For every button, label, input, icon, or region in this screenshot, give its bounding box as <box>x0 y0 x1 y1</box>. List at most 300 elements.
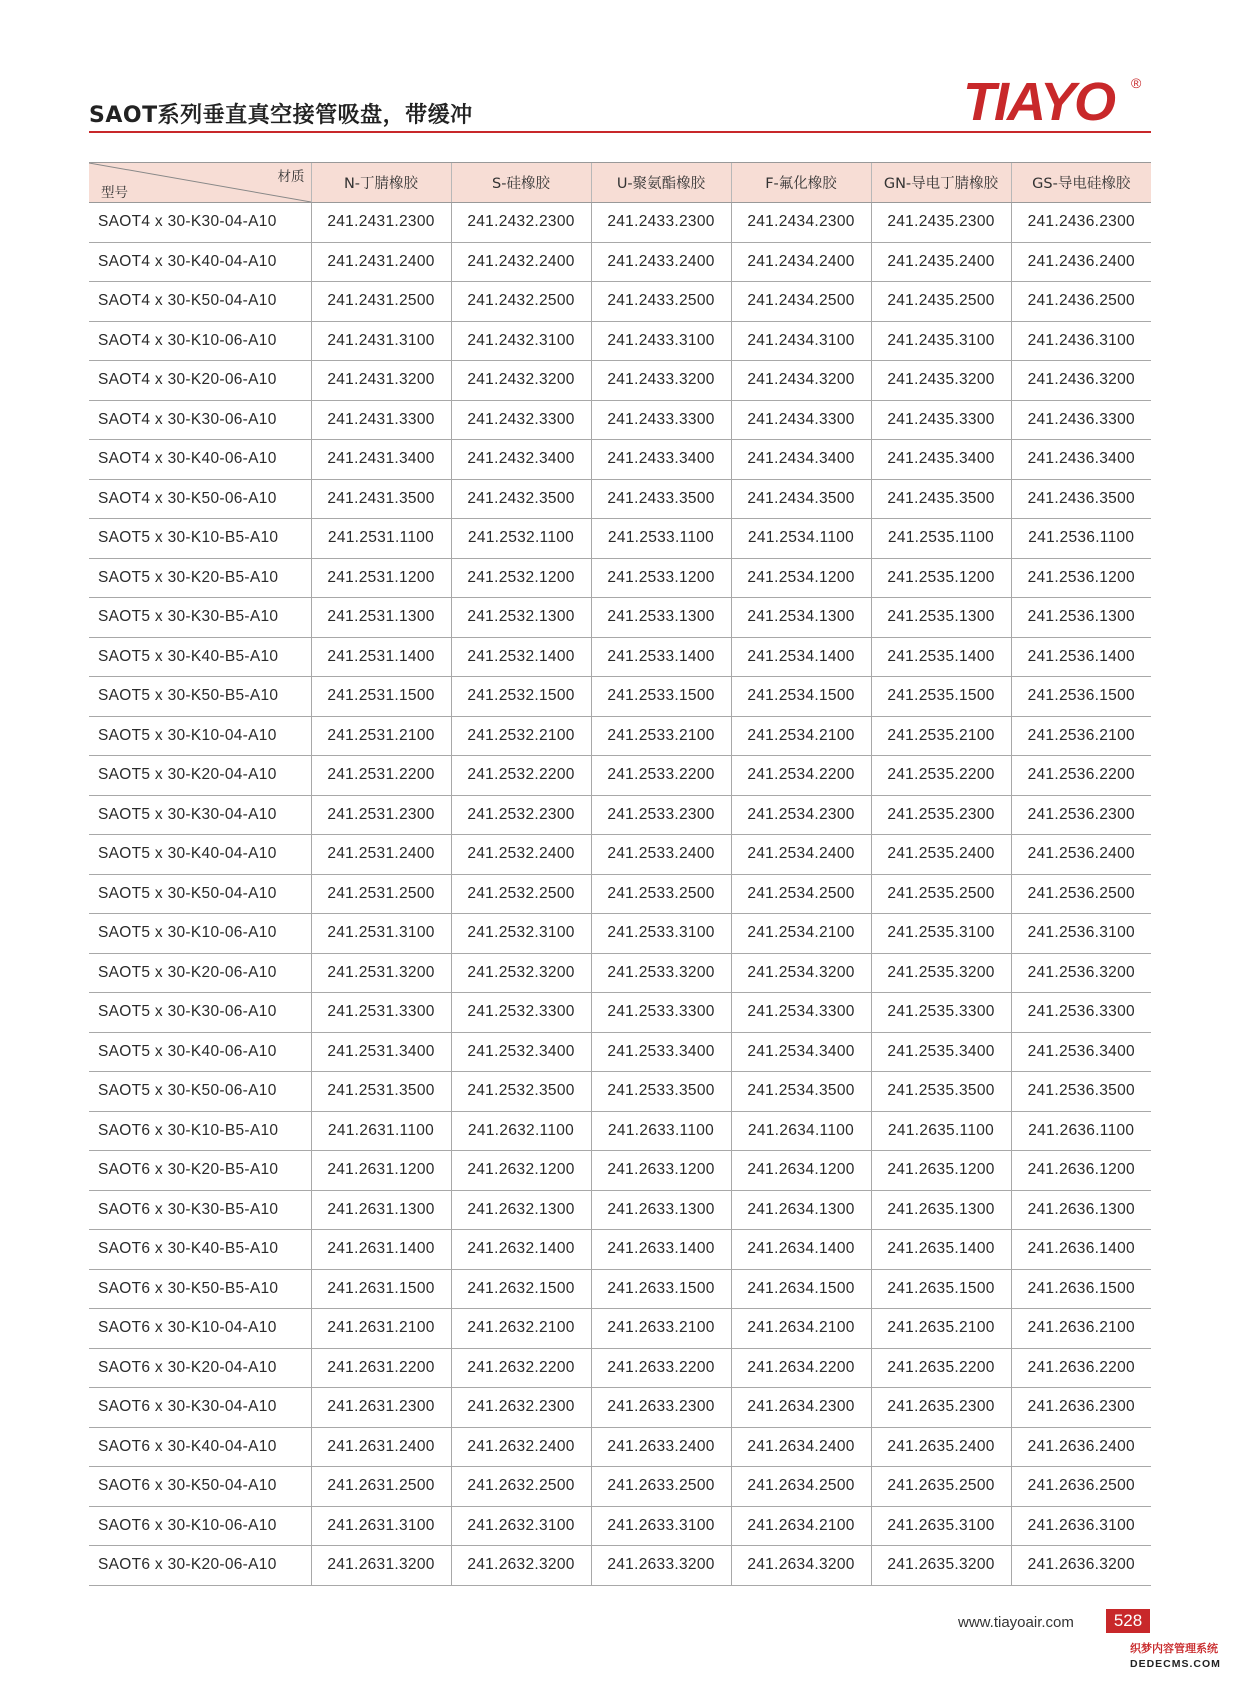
part-code-cell: 241.2634.1200 <box>731 1151 871 1191</box>
part-code-cell: 241.2633.2500 <box>591 1467 731 1507</box>
table-row <box>89 321 1151 361</box>
part-code-cell: 241.2433.3300 <box>591 400 731 440</box>
part-code-cell: 241.2632.2200 <box>451 1348 591 1388</box>
part-code-cell: 241.2531.1200 <box>311 558 451 598</box>
page-number: 528 <box>1106 1609 1150 1633</box>
part-code-cell: 241.2534.2100 <box>731 914 871 954</box>
part-code-cell: 241.2632.1200 <box>451 1151 591 1191</box>
table-row <box>89 1546 1151 1586</box>
part-code-cell: 241.2634.1300 <box>731 1190 871 1230</box>
part-code-cell: 241.2432.2500 <box>451 282 591 322</box>
table-row <box>89 1388 1151 1428</box>
part-code-cell: 241.2631.2200 <box>311 1348 451 1388</box>
part-code-cell: 241.2633.3200 <box>591 1546 731 1586</box>
part-code-cell: 241.2636.2100 <box>1011 1309 1151 1349</box>
part-code-cell: 241.2531.3300 <box>311 993 451 1033</box>
model-cell: SAOT6 x 30-K50-04-A10 <box>89 1467 311 1507</box>
part-code-cell: 241.2634.2400 <box>731 1427 871 1467</box>
model-cell: SAOT6 x 30-K20-06-A10 <box>89 1546 311 1586</box>
table-row <box>89 637 1151 677</box>
part-code-cell: 241.2532.2400 <box>451 835 591 875</box>
part-code-cell: 241.2535.1200 <box>871 558 1011 598</box>
part-code-cell: 241.2431.3300 <box>311 400 451 440</box>
part-code-cell: 241.2536.3300 <box>1011 993 1151 1033</box>
model-cell: SAOT5 x 30-K20-04-A10 <box>89 756 311 796</box>
part-code-cell: 241.2434.3500 <box>731 479 871 519</box>
model-cell: SAOT4 x 30-K20-06-A10 <box>89 361 311 401</box>
part-code-cell: 241.2431.2300 <box>311 203 451 243</box>
part-code-cell: 241.2535.2100 <box>871 716 1011 756</box>
part-code-cell: 241.2636.3200 <box>1011 1546 1151 1586</box>
part-code-cell: 241.2535.1400 <box>871 637 1011 677</box>
table-corner-cell <box>89 163 311 203</box>
model-cell: SAOT5 x 30-K50-04-A10 <box>89 874 311 914</box>
part-code-cell: 241.2433.2500 <box>591 282 731 322</box>
part-code-cell: 241.2533.3500 <box>591 1072 731 1112</box>
column-header: U-聚氨酯橡胶 <box>591 163 731 203</box>
part-code-cell: 241.2634.2500 <box>731 1467 871 1507</box>
part-code-cell: 241.2632.1300 <box>451 1190 591 1230</box>
part-code-cell: 241.2431.2500 <box>311 282 451 322</box>
part-code-cell: 241.2631.2400 <box>311 1427 451 1467</box>
part-number-table <box>89 162 1151 1586</box>
part-code-cell: 241.2636.1400 <box>1011 1230 1151 1270</box>
model-cell: SAOT5 x 30-K40-06-A10 <box>89 1032 311 1072</box>
part-code-cell: 241.2432.2400 <box>451 242 591 282</box>
part-code-cell: 241.2434.3100 <box>731 321 871 361</box>
part-code-cell: 241.2432.3500 <box>451 479 591 519</box>
part-code-cell: 241.2535.2500 <box>871 874 1011 914</box>
part-code-cell: 241.2535.3400 <box>871 1032 1011 1072</box>
part-code-cell: 241.2431.3100 <box>311 321 451 361</box>
model-cell: SAOT5 x 30-K30-B5-A10 <box>89 598 311 638</box>
part-code-cell: 241.2636.2200 <box>1011 1348 1151 1388</box>
part-code-cell: 241.2633.1200 <box>591 1151 731 1191</box>
part-code-cell: 241.2433.3200 <box>591 361 731 401</box>
model-cell: SAOT5 x 30-K50-B5-A10 <box>89 677 311 717</box>
table-row <box>89 835 1151 875</box>
part-code-cell: 241.2534.1200 <box>731 558 871 598</box>
part-code-cell: 241.2431.3400 <box>311 440 451 480</box>
part-code-cell: 241.2536.3200 <box>1011 953 1151 993</box>
part-code-cell: 241.2534.2500 <box>731 874 871 914</box>
part-code-cell: 241.2631.3200 <box>311 1546 451 1586</box>
part-code-cell: 241.2532.3400 <box>451 1032 591 1072</box>
svg-text:TIAYO: TIAYO <box>963 72 1114 130</box>
model-cell: SAOT4 x 30-K30-04-A10 <box>89 203 311 243</box>
table-row <box>89 361 1151 401</box>
part-code-cell: 241.2636.1500 <box>1011 1269 1151 1309</box>
part-code-cell: 241.2435.3400 <box>871 440 1011 480</box>
part-code-cell: 241.2435.3200 <box>871 361 1011 401</box>
part-code-cell: 241.2633.2200 <box>591 1348 731 1388</box>
part-code-cell: 241.2536.3500 <box>1011 1072 1151 1112</box>
part-code-cell: 241.2634.2200 <box>731 1348 871 1388</box>
table-row <box>89 993 1151 1033</box>
part-code-cell: 241.2535.3100 <box>871 914 1011 954</box>
part-code-cell: 241.2632.2400 <box>451 1427 591 1467</box>
part-code-cell: 241.2533.3200 <box>591 953 731 993</box>
part-code-cell: 241.2436.3100 <box>1011 321 1151 361</box>
part-code-cell: 241.2531.1400 <box>311 637 451 677</box>
part-code-cell: 241.2534.3400 <box>731 1032 871 1072</box>
part-code-cell: 241.2532.1100 <box>451 519 591 559</box>
part-code-cell: 241.2435.2400 <box>871 242 1011 282</box>
part-code-cell: 241.2533.3300 <box>591 993 731 1033</box>
part-code-cell: 241.2632.3100 <box>451 1506 591 1546</box>
part-code-cell: 241.2531.1500 <box>311 677 451 717</box>
part-code-cell: 241.2432.3100 <box>451 321 591 361</box>
part-code-cell: 241.2534.1400 <box>731 637 871 677</box>
part-code-cell: 241.2536.2300 <box>1011 795 1151 835</box>
model-cell: SAOT6 x 30-K30-B5-A10 <box>89 1190 311 1230</box>
part-code-cell: 241.2631.2300 <box>311 1388 451 1428</box>
part-code-cell: 241.2533.2500 <box>591 874 731 914</box>
part-code-cell: 241.2433.3500 <box>591 479 731 519</box>
column-header: S-硅橡胶 <box>451 163 591 203</box>
part-code-cell: 241.2631.2100 <box>311 1309 451 1349</box>
part-code-cell: 241.2632.1500 <box>451 1269 591 1309</box>
part-code-cell: 241.2535.2200 <box>871 756 1011 796</box>
model-cell: SAOT5 x 30-K30-04-A10 <box>89 795 311 835</box>
part-code-cell: 241.2533.1300 <box>591 598 731 638</box>
part-code-cell: 241.2535.2300 <box>871 795 1011 835</box>
part-code-cell: 241.2633.1500 <box>591 1269 731 1309</box>
part-code-cell: 241.2435.3300 <box>871 400 1011 440</box>
part-code-cell: 241.2536.2200 <box>1011 756 1151 796</box>
part-code-cell: 241.2636.2300 <box>1011 1388 1151 1428</box>
table-row <box>89 1506 1151 1546</box>
model-cell: SAOT5 x 30-K20-06-A10 <box>89 953 311 993</box>
page-title: SAOT系列垂直真空接管吸盘，带缓冲 <box>89 103 473 128</box>
part-code-cell: 241.2531.2400 <box>311 835 451 875</box>
table-row <box>89 716 1151 756</box>
part-code-cell: 241.2636.3100 <box>1011 1506 1151 1546</box>
part-code-cell: 241.2533.1400 <box>591 637 731 677</box>
table-row <box>89 1467 1151 1507</box>
part-code-cell: 241.2534.2300 <box>731 795 871 835</box>
part-code-cell: 241.2635.3200 <box>871 1546 1011 1586</box>
part-code-cell: 241.2531.1300 <box>311 598 451 638</box>
part-code-cell: 241.2532.3500 <box>451 1072 591 1112</box>
website-url: www.tiayoair.com <box>958 1614 1074 1631</box>
part-code-cell: 241.2635.2400 <box>871 1427 1011 1467</box>
part-code-cell: 241.2633.1400 <box>591 1230 731 1270</box>
part-code-cell: 241.2533.1100 <box>591 519 731 559</box>
part-code-cell: 241.2631.1200 <box>311 1151 451 1191</box>
part-code-cell: 241.2433.3100 <box>591 321 731 361</box>
model-cell: SAOT5 x 30-K40-B5-A10 <box>89 637 311 677</box>
part-code-cell: 241.2633.2100 <box>591 1309 731 1349</box>
model-label: 型号 <box>101 185 128 201</box>
part-code-cell: 241.2436.3200 <box>1011 361 1151 401</box>
part-code-cell: 241.2435.2300 <box>871 203 1011 243</box>
part-code-cell: 241.2434.3200 <box>731 361 871 401</box>
part-code-cell: 241.2436.3400 <box>1011 440 1151 480</box>
part-code-cell: 241.2635.1100 <box>871 1111 1011 1151</box>
part-code-cell: 241.2534.3300 <box>731 993 871 1033</box>
table-header <box>89 163 1151 203</box>
part-code-cell: 241.2633.2300 <box>591 1388 731 1428</box>
part-code-cell: 241.2531.3100 <box>311 914 451 954</box>
part-code-cell: 241.2633.3100 <box>591 1506 731 1546</box>
part-code-cell: 241.2635.1500 <box>871 1269 1011 1309</box>
part-code-cell: 241.2636.1100 <box>1011 1111 1151 1151</box>
part-code-cell: 241.2533.2200 <box>591 756 731 796</box>
model-cell: SAOT6 x 30-K20-04-A10 <box>89 1348 311 1388</box>
part-code-cell: 241.2535.1500 <box>871 677 1011 717</box>
part-code-cell: 241.2635.3100 <box>871 1506 1011 1546</box>
model-cell: SAOT5 x 30-K10-06-A10 <box>89 914 311 954</box>
part-code-cell: 241.2536.3400 <box>1011 1032 1151 1072</box>
table-row <box>89 479 1151 519</box>
part-code-cell: 241.2632.3200 <box>451 1546 591 1586</box>
part-code-cell: 241.2634.3200 <box>731 1546 871 1586</box>
part-code-cell: 241.2532.1500 <box>451 677 591 717</box>
tiayo-logo <box>961 70 1151 130</box>
column-header: F-氟化橡胶 <box>731 163 871 203</box>
part-code-cell: 241.2634.1500 <box>731 1269 871 1309</box>
part-code-cell: 241.2535.3300 <box>871 993 1011 1033</box>
part-code-cell: 241.2536.2500 <box>1011 874 1151 914</box>
part-code-cell: 241.2533.3100 <box>591 914 731 954</box>
part-code-cell: 241.2432.3400 <box>451 440 591 480</box>
table-row <box>89 756 1151 796</box>
part-code-cell: 241.2434.2500 <box>731 282 871 322</box>
part-code-cell: 241.2531.2100 <box>311 716 451 756</box>
model-cell: SAOT4 x 30-K30-06-A10 <box>89 400 311 440</box>
part-code-cell: 241.2536.3100 <box>1011 914 1151 954</box>
part-code-cell: 241.2531.2500 <box>311 874 451 914</box>
part-code-cell: 241.2436.2400 <box>1011 242 1151 282</box>
page-header <box>89 70 1151 134</box>
watermark <box>1130 1640 1236 1676</box>
table-row <box>89 1111 1151 1151</box>
part-code-cell: 241.2432.2300 <box>451 203 591 243</box>
part-code-cell: 241.2534.1100 <box>731 519 871 559</box>
part-code-cell: 241.2535.1300 <box>871 598 1011 638</box>
table-row <box>89 1427 1151 1467</box>
table-row <box>89 914 1151 954</box>
part-code-cell: 241.2532.2200 <box>451 756 591 796</box>
table-row <box>89 242 1151 282</box>
watermark-line: 织梦内容管理系统 <box>1130 1642 1218 1655</box>
table-row <box>89 282 1151 322</box>
part-code-cell: 241.2636.1200 <box>1011 1151 1151 1191</box>
table-row <box>89 598 1151 638</box>
part-code-cell: 241.2636.2500 <box>1011 1467 1151 1507</box>
table-row <box>89 1269 1151 1309</box>
column-header: N-丁腈橡胶 <box>311 163 451 203</box>
part-code-cell: 241.2636.2400 <box>1011 1427 1151 1467</box>
part-code-cell: 241.2531.2300 <box>311 795 451 835</box>
part-code-cell: 241.2531.3500 <box>311 1072 451 1112</box>
table-body <box>89 203 1151 1586</box>
part-code-cell: 241.2635.2300 <box>871 1388 1011 1428</box>
column-header: GN-导电丁腈橡胶 <box>871 163 1011 203</box>
part-code-cell: 241.2532.1300 <box>451 598 591 638</box>
part-code-cell: 241.2631.1100 <box>311 1111 451 1151</box>
part-code-cell: 241.2631.1300 <box>311 1190 451 1230</box>
part-code-cell: 241.2535.3500 <box>871 1072 1011 1112</box>
part-code-cell: 241.2431.3200 <box>311 361 451 401</box>
part-code-cell: 241.2632.2100 <box>451 1309 591 1349</box>
part-code-cell: 241.2431.2400 <box>311 242 451 282</box>
part-code-cell: 241.2533.2100 <box>591 716 731 756</box>
part-code-cell: 241.2534.2400 <box>731 835 871 875</box>
part-code-cell: 241.2532.3300 <box>451 993 591 1033</box>
part-code-cell: 241.2532.1400 <box>451 637 591 677</box>
part-code-cell: 241.2636.1300 <box>1011 1190 1151 1230</box>
part-code-cell: 241.2635.2200 <box>871 1348 1011 1388</box>
model-cell: SAOT5 x 30-K50-06-A10 <box>89 1072 311 1112</box>
table-row <box>89 1190 1151 1230</box>
watermark-line: DEDECMS.COM <box>1130 1658 1221 1670</box>
part-code-cell: 241.2531.3200 <box>311 953 451 993</box>
part-code-cell: 241.2533.2400 <box>591 835 731 875</box>
part-code-cell: 241.2433.2400 <box>591 242 731 282</box>
part-code-cell: 241.2534.2200 <box>731 756 871 796</box>
part-code-cell: 241.2535.1100 <box>871 519 1011 559</box>
part-code-cell: 241.2434.3300 <box>731 400 871 440</box>
part-code-cell: 241.2631.1400 <box>311 1230 451 1270</box>
table-row <box>89 1230 1151 1270</box>
part-code-cell: 241.2436.3500 <box>1011 479 1151 519</box>
part-code-cell: 241.2634.2100 <box>731 1506 871 1546</box>
part-code-cell: 241.2532.2100 <box>451 716 591 756</box>
part-code-cell: 241.2532.3100 <box>451 914 591 954</box>
registered-mark: ® <box>1131 75 1142 91</box>
table-row <box>89 1072 1151 1112</box>
table-row <box>89 519 1151 559</box>
part-code-cell: 241.2433.3400 <box>591 440 731 480</box>
model-cell: SAOT5 x 30-K40-04-A10 <box>89 835 311 875</box>
model-cell: SAOT5 x 30-K20-B5-A10 <box>89 558 311 598</box>
part-code-cell: 241.2632.1400 <box>451 1230 591 1270</box>
material-label: 材质 <box>277 169 305 185</box>
column-header: GS-导电硅橡胶 <box>1011 163 1151 203</box>
part-code-cell: 241.2631.1500 <box>311 1269 451 1309</box>
part-code-cell: 241.2635.1200 <box>871 1151 1011 1191</box>
table-row <box>89 953 1151 993</box>
part-code-cell: 241.2536.1400 <box>1011 637 1151 677</box>
model-cell: SAOT6 x 30-K10-04-A10 <box>89 1309 311 1349</box>
model-cell: SAOT4 x 30-K10-06-A10 <box>89 321 311 361</box>
part-code-cell: 241.2534.3500 <box>731 1072 871 1112</box>
part-code-cell: 241.2632.1100 <box>451 1111 591 1151</box>
part-code-cell: 241.2536.1200 <box>1011 558 1151 598</box>
part-code-cell: 241.2435.2500 <box>871 282 1011 322</box>
part-code-cell: 241.2536.2100 <box>1011 716 1151 756</box>
table-row <box>89 440 1151 480</box>
part-code-cell: 241.2634.1400 <box>731 1230 871 1270</box>
table-row <box>89 400 1151 440</box>
model-cell: SAOT4 x 30-K50-06-A10 <box>89 479 311 519</box>
part-code-cell: 241.2532.1200 <box>451 558 591 598</box>
part-code-cell: 241.2531.1100 <box>311 519 451 559</box>
model-cell: SAOT6 x 30-K40-04-A10 <box>89 1427 311 1467</box>
table-row <box>89 677 1151 717</box>
model-cell: SAOT4 x 30-K40-04-A10 <box>89 242 311 282</box>
part-code-cell: 241.2635.1400 <box>871 1230 1011 1270</box>
part-code-cell: 241.2633.2400 <box>591 1427 731 1467</box>
part-code-cell: 241.2436.2300 <box>1011 203 1151 243</box>
part-code-cell: 241.2533.1200 <box>591 558 731 598</box>
part-code-cell: 241.2431.3500 <box>311 479 451 519</box>
model-cell: SAOT4 x 30-K40-06-A10 <box>89 440 311 480</box>
table-row <box>89 795 1151 835</box>
part-code-cell: 241.2634.1100 <box>731 1111 871 1151</box>
part-code-cell: 241.2435.3100 <box>871 321 1011 361</box>
part-code-cell: 241.2534.1500 <box>731 677 871 717</box>
part-code-cell: 241.2536.2400 <box>1011 835 1151 875</box>
part-code-cell: 241.2432.3200 <box>451 361 591 401</box>
part-code-cell: 241.2534.2100 <box>731 716 871 756</box>
part-code-cell: 241.2635.2500 <box>871 1467 1011 1507</box>
part-code-cell: 241.2632.2300 <box>451 1388 591 1428</box>
part-code-cell: 241.2434.3400 <box>731 440 871 480</box>
part-code-cell: 241.2533.3400 <box>591 1032 731 1072</box>
part-code-cell: 241.2433.2300 <box>591 203 731 243</box>
part-code-cell: 241.2635.1300 <box>871 1190 1011 1230</box>
model-cell: SAOT6 x 30-K50-B5-A10 <box>89 1269 311 1309</box>
part-code-cell: 241.2631.3100 <box>311 1506 451 1546</box>
part-code-cell: 241.2531.2200 <box>311 756 451 796</box>
table-row <box>89 874 1151 914</box>
part-code-cell: 241.2633.1300 <box>591 1190 731 1230</box>
part-code-cell: 241.2534.1300 <box>731 598 871 638</box>
part-code-cell: 241.2536.1300 <box>1011 598 1151 638</box>
part-code-cell: 241.2536.1500 <box>1011 677 1151 717</box>
model-cell: SAOT5 x 30-K10-B5-A10 <box>89 519 311 559</box>
part-code-cell: 241.2534.3200 <box>731 953 871 993</box>
table-row <box>89 1348 1151 1388</box>
model-cell: SAOT6 x 30-K10-B5-A10 <box>89 1111 311 1151</box>
model-cell: SAOT4 x 30-K50-04-A10 <box>89 282 311 322</box>
part-code-cell: 241.2634.2100 <box>731 1309 871 1349</box>
part-code-cell: 241.2533.1500 <box>591 677 731 717</box>
table-row <box>89 1151 1151 1191</box>
model-cell: SAOT6 x 30-K40-B5-A10 <box>89 1230 311 1270</box>
part-code-cell: 241.2436.3300 <box>1011 400 1151 440</box>
part-code-cell: 241.2434.2300 <box>731 203 871 243</box>
part-code-cell: 241.2532.3200 <box>451 953 591 993</box>
header-rule <box>89 131 1151 133</box>
model-cell: SAOT6 x 30-K20-B5-A10 <box>89 1151 311 1191</box>
part-code-cell: 241.2633.1100 <box>591 1111 731 1151</box>
table-row <box>89 203 1151 243</box>
part-code-cell: 241.2531.3400 <box>311 1032 451 1072</box>
part-code-cell: 241.2631.2500 <box>311 1467 451 1507</box>
part-code-cell: 241.2632.2500 <box>451 1467 591 1507</box>
part-code-cell: 241.2435.3500 <box>871 479 1011 519</box>
part-code-cell: 241.2532.2300 <box>451 795 591 835</box>
model-cell: SAOT6 x 30-K10-06-A10 <box>89 1506 311 1546</box>
table-row <box>89 1032 1151 1072</box>
model-cell: SAOT6 x 30-K30-04-A10 <box>89 1388 311 1428</box>
part-code-cell: 241.2535.2400 <box>871 835 1011 875</box>
part-code-cell: 241.2533.2300 <box>591 795 731 835</box>
table-row <box>89 558 1151 598</box>
part-code-cell: 241.2432.3300 <box>451 400 591 440</box>
part-code-cell: 241.2634.2300 <box>731 1388 871 1428</box>
part-code-cell: 241.2532.2500 <box>451 874 591 914</box>
model-cell: SAOT5 x 30-K30-06-A10 <box>89 993 311 1033</box>
part-code-cell: 241.2635.2100 <box>871 1309 1011 1349</box>
part-code-cell: 241.2536.1100 <box>1011 519 1151 559</box>
part-code-cell: 241.2535.3200 <box>871 953 1011 993</box>
model-cell: SAOT5 x 30-K10-04-A10 <box>89 716 311 756</box>
